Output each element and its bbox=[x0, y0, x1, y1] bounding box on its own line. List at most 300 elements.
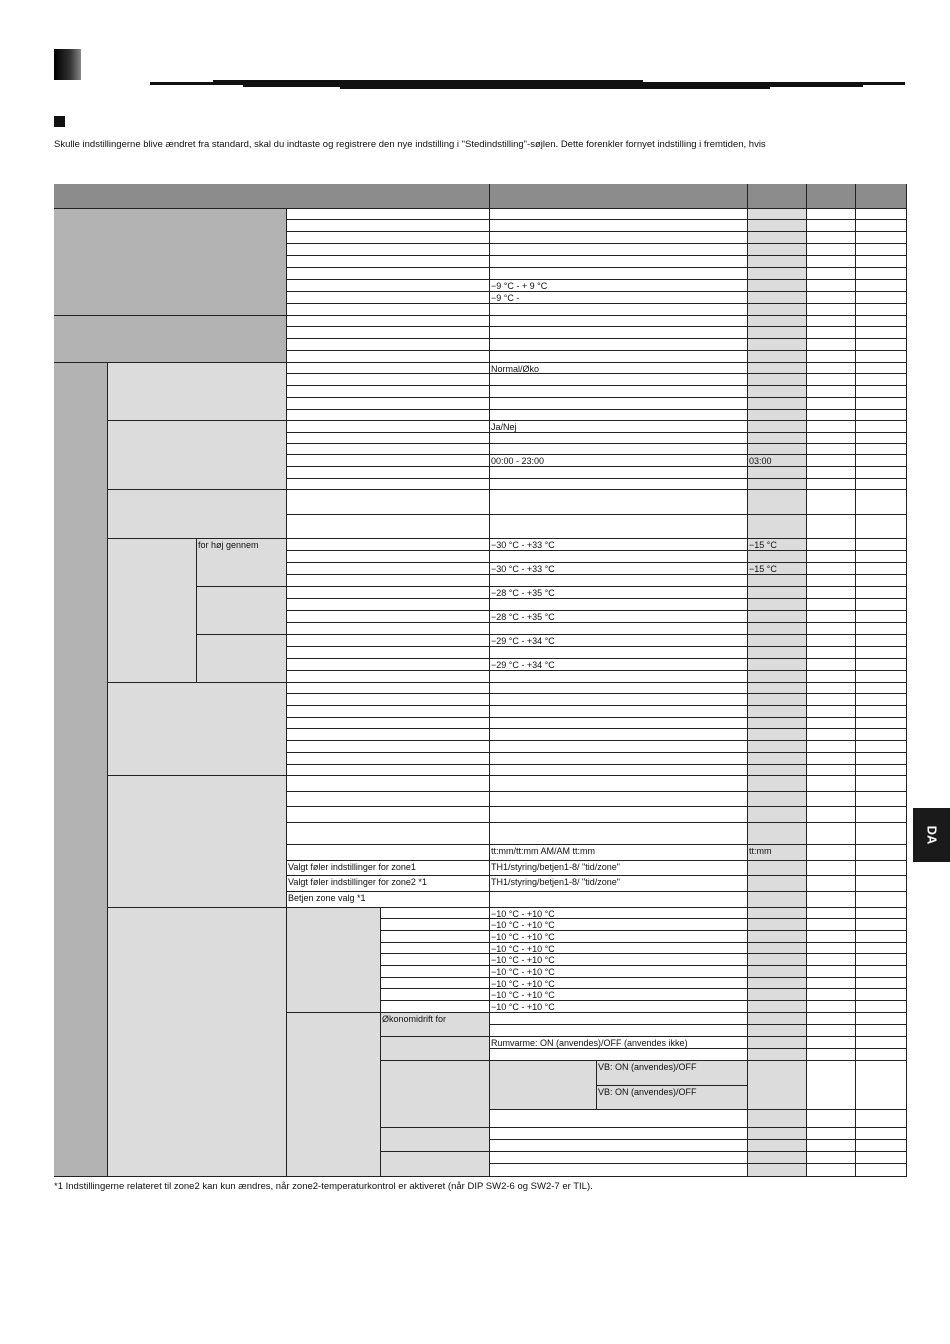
default-cell bbox=[748, 339, 807, 351]
setting-cell bbox=[381, 966, 490, 978]
site-cell bbox=[807, 931, 856, 943]
default-cell bbox=[748, 1164, 807, 1177]
site-cell bbox=[807, 845, 856, 861]
range-cell bbox=[490, 753, 748, 765]
site-cell bbox=[856, 718, 907, 729]
setting-cell bbox=[287, 316, 490, 327]
site-cell bbox=[856, 327, 907, 339]
site-cell bbox=[807, 1164, 856, 1177]
site-cell bbox=[856, 753, 907, 765]
setting-cell bbox=[287, 398, 490, 410]
setting-cell bbox=[287, 683, 490, 694]
range-cell: −10 °C - +10 °C bbox=[490, 943, 748, 954]
group-cell bbox=[108, 363, 287, 421]
default-cell bbox=[748, 966, 807, 978]
site-cell bbox=[807, 1013, 856, 1025]
setting-cell bbox=[287, 479, 490, 490]
default-cell bbox=[748, 807, 807, 823]
default-cell bbox=[748, 490, 807, 515]
setting-cell bbox=[381, 908, 490, 919]
default-cell bbox=[748, 587, 807, 599]
site-cell bbox=[807, 539, 856, 551]
default-cell bbox=[748, 467, 807, 479]
site-cell bbox=[856, 455, 907, 467]
range-cell bbox=[490, 467, 748, 479]
range-cell bbox=[490, 209, 748, 220]
group-cell: for høj gennem bbox=[197, 539, 287, 587]
group-cell bbox=[54, 316, 287, 363]
default-cell bbox=[748, 694, 807, 706]
range-cell bbox=[490, 1025, 748, 1037]
range-cell bbox=[490, 599, 748, 611]
range-cell bbox=[490, 351, 748, 363]
site-cell bbox=[856, 683, 907, 694]
setting-cell bbox=[287, 410, 490, 421]
site-cell bbox=[856, 599, 907, 611]
setting-cell bbox=[287, 647, 490, 659]
site-cell bbox=[856, 861, 907, 876]
site-cell bbox=[856, 374, 907, 386]
site-cell bbox=[856, 954, 907, 966]
site-cell bbox=[856, 410, 907, 421]
site-cell bbox=[807, 776, 856, 792]
site-cell bbox=[856, 966, 907, 978]
site-cell bbox=[807, 374, 856, 386]
group-cell: VB: ON (anvendes)/OFF bbox=[597, 1061, 748, 1086]
site-cell bbox=[807, 575, 856, 587]
range-cell bbox=[490, 1128, 748, 1140]
default-cell bbox=[748, 1001, 807, 1013]
site-cell bbox=[807, 398, 856, 410]
range-cell: −10 °C - +10 °C bbox=[490, 966, 748, 978]
site-cell bbox=[856, 635, 907, 647]
site-cell bbox=[807, 943, 856, 954]
group-cell: Økonomidrift for bbox=[381, 1013, 490, 1037]
group-cell bbox=[381, 1037, 490, 1061]
language-tab: DA bbox=[913, 808, 950, 862]
range-cell bbox=[490, 244, 748, 256]
default-cell bbox=[748, 374, 807, 386]
default-cell bbox=[748, 861, 807, 876]
setting-cell bbox=[381, 989, 490, 1001]
setting-cell: Valgt føler indstillinger for zone1 bbox=[287, 861, 490, 876]
site-cell bbox=[856, 587, 907, 599]
range-cell bbox=[490, 232, 748, 244]
site-cell bbox=[856, 1152, 907, 1164]
site-cell bbox=[807, 1001, 856, 1013]
setting-cell bbox=[287, 807, 490, 823]
default-cell bbox=[748, 989, 807, 1001]
default-cell bbox=[748, 398, 807, 410]
setting-cell bbox=[287, 292, 490, 304]
default-cell bbox=[748, 741, 807, 753]
site-cell bbox=[856, 989, 907, 1001]
site-cell bbox=[856, 398, 907, 410]
range-cell bbox=[490, 1152, 748, 1164]
site-cell bbox=[856, 729, 907, 741]
footnote: *1 Indstillingerne relateret til zone2 kan kun ændres, når zone2-temperaturkontrol er aktiveret (når DIP SW2-6 og SW2-7 er TIL). bbox=[54, 1181, 593, 1192]
site-cell bbox=[807, 220, 856, 232]
range-cell: −28 °C - +35 °C bbox=[490, 611, 748, 623]
group-cell bbox=[287, 1013, 381, 1177]
site-cell bbox=[807, 683, 856, 694]
range-cell bbox=[490, 444, 748, 455]
setting-cell bbox=[287, 268, 490, 280]
default-cell bbox=[748, 919, 807, 931]
default-cell bbox=[748, 327, 807, 339]
site-cell bbox=[807, 455, 856, 467]
site-cell bbox=[807, 1152, 856, 1164]
setting-cell bbox=[287, 623, 490, 635]
range-cell: −10 °C - +10 °C bbox=[490, 908, 748, 919]
setting-cell bbox=[287, 599, 490, 611]
range-cell: −10 °C - +10 °C bbox=[490, 1001, 748, 1013]
setting-cell bbox=[287, 386, 490, 398]
site-cell bbox=[807, 587, 856, 599]
setting-cell bbox=[287, 823, 490, 845]
site-cell bbox=[807, 823, 856, 845]
site-cell bbox=[807, 876, 856, 892]
site-cell bbox=[807, 292, 856, 304]
site-cell bbox=[856, 467, 907, 479]
site-cell bbox=[807, 978, 856, 989]
site-cell bbox=[807, 551, 856, 563]
range-cell: −9 °C - bbox=[490, 292, 748, 304]
site-cell bbox=[856, 551, 907, 563]
site-cell bbox=[807, 729, 856, 741]
range-cell: −10 °C - +10 °C bbox=[490, 919, 748, 931]
range-cell: TH1/styring/betjen1-8/ "tid/zone" bbox=[490, 876, 748, 892]
range-cell: −9 °C - + 9 °C bbox=[490, 280, 748, 292]
site-cell bbox=[807, 718, 856, 729]
site-cell bbox=[856, 444, 907, 455]
table-header-cell bbox=[54, 184, 490, 209]
site-cell bbox=[807, 792, 856, 807]
group-cell bbox=[108, 683, 287, 776]
setting-cell bbox=[287, 467, 490, 479]
default-cell bbox=[748, 792, 807, 807]
group-cell bbox=[490, 1061, 597, 1110]
site-cell bbox=[856, 232, 907, 244]
default-cell bbox=[748, 611, 807, 623]
range-cell bbox=[490, 551, 748, 563]
table-header-cell bbox=[856, 184, 907, 209]
group-cell bbox=[54, 363, 108, 1177]
default-cell: −15 °C bbox=[748, 563, 807, 575]
default-cell bbox=[748, 244, 807, 256]
group-cell bbox=[381, 1128, 490, 1152]
site-cell bbox=[856, 741, 907, 753]
range-cell bbox=[490, 1013, 748, 1025]
range-cell: Rumvarme: ON (anvendes)/OFF (anvendes ikke) bbox=[490, 1037, 748, 1049]
range-cell bbox=[490, 316, 748, 327]
setting-cell bbox=[287, 659, 490, 671]
range-cell bbox=[490, 479, 748, 490]
setting-cell bbox=[287, 575, 490, 587]
default-cell bbox=[748, 1140, 807, 1152]
range-cell bbox=[490, 327, 748, 339]
group-cell bbox=[381, 1152, 490, 1177]
default-cell bbox=[748, 1061, 807, 1110]
site-cell bbox=[807, 765, 856, 776]
site-cell bbox=[807, 386, 856, 398]
site-cell bbox=[807, 339, 856, 351]
site-cell bbox=[856, 892, 907, 908]
site-cell bbox=[807, 433, 856, 444]
range-cell: −30 °C - +33 °C bbox=[490, 539, 748, 551]
default-cell bbox=[748, 599, 807, 611]
setting-cell bbox=[287, 671, 490, 683]
site-cell bbox=[856, 1061, 907, 1110]
default-cell bbox=[748, 421, 807, 433]
setting-cell bbox=[287, 551, 490, 563]
default-cell bbox=[748, 1110, 807, 1128]
intro-text: Skulle indstillingerne blive ændret fra standard, skal du indtaste og registrere den nye indstilling i "Stedindstilling"-søjlen. Dette forenkler fornyet indstilling i fremtiden, hvis bbox=[54, 139, 766, 150]
site-cell bbox=[807, 232, 856, 244]
setting-cell bbox=[287, 741, 490, 753]
default-cell bbox=[748, 1025, 807, 1037]
site-cell bbox=[856, 1049, 907, 1061]
site-cell bbox=[856, 209, 907, 220]
default-cell bbox=[748, 876, 807, 892]
site-cell bbox=[807, 490, 856, 515]
group-cell bbox=[108, 490, 287, 539]
site-cell bbox=[856, 1025, 907, 1037]
setting-cell bbox=[287, 718, 490, 729]
setting-cell bbox=[287, 244, 490, 256]
site-cell bbox=[856, 623, 907, 635]
setting-cell bbox=[287, 845, 490, 861]
setting-cell bbox=[287, 635, 490, 647]
range-cell: TH1/styring/betjen1-8/ "tid/zone" bbox=[490, 861, 748, 876]
site-cell bbox=[807, 706, 856, 718]
range-cell bbox=[490, 823, 748, 845]
default-cell bbox=[748, 280, 807, 292]
range-cell: −29 °C - +34 °C bbox=[490, 635, 748, 647]
group-cell bbox=[287, 908, 381, 1013]
range-cell: tt:mm/tt:mm AM/AM tt:mm bbox=[490, 845, 748, 861]
setting-cell bbox=[287, 209, 490, 220]
site-cell bbox=[856, 316, 907, 327]
site-cell bbox=[807, 659, 856, 671]
range-cell bbox=[490, 765, 748, 776]
site-cell bbox=[856, 931, 907, 943]
default-cell bbox=[748, 892, 807, 908]
site-cell bbox=[856, 304, 907, 316]
setting-cell bbox=[287, 444, 490, 455]
site-cell bbox=[856, 1001, 907, 1013]
group-cell: VB: ON (anvendes)/OFF bbox=[597, 1086, 748, 1110]
site-cell bbox=[856, 433, 907, 444]
setting-cell bbox=[287, 753, 490, 765]
setting-cell bbox=[287, 776, 490, 792]
default-cell bbox=[748, 765, 807, 776]
site-cell bbox=[807, 563, 856, 575]
setting-cell bbox=[287, 587, 490, 599]
site-cell bbox=[807, 515, 856, 539]
setting-cell bbox=[381, 931, 490, 943]
default-cell bbox=[748, 908, 807, 919]
site-cell bbox=[807, 256, 856, 268]
default-cell bbox=[748, 433, 807, 444]
site-cell bbox=[856, 220, 907, 232]
setting-cell bbox=[287, 563, 490, 575]
setting-cell bbox=[287, 280, 490, 292]
default-cell bbox=[748, 410, 807, 421]
site-cell bbox=[856, 765, 907, 776]
default-cell bbox=[748, 683, 807, 694]
default-cell bbox=[748, 718, 807, 729]
default-cell bbox=[748, 256, 807, 268]
site-cell bbox=[856, 490, 907, 515]
site-cell bbox=[807, 479, 856, 490]
default-cell bbox=[748, 729, 807, 741]
setting-cell bbox=[381, 1001, 490, 1013]
site-cell bbox=[856, 244, 907, 256]
range-cell bbox=[490, 515, 748, 539]
setting-cell bbox=[287, 455, 490, 467]
site-cell bbox=[807, 304, 856, 316]
range-cell bbox=[490, 792, 748, 807]
site-cell bbox=[856, 807, 907, 823]
range-cell bbox=[490, 490, 748, 515]
default-cell bbox=[748, 706, 807, 718]
default-cell bbox=[748, 978, 807, 989]
setting-cell bbox=[287, 539, 490, 551]
setting-cell bbox=[287, 304, 490, 316]
site-cell bbox=[807, 611, 856, 623]
default-cell bbox=[748, 823, 807, 845]
site-cell bbox=[856, 515, 907, 539]
site-cell bbox=[807, 1037, 856, 1049]
table-header-cell bbox=[807, 184, 856, 209]
setting-cell bbox=[287, 490, 490, 515]
site-cell bbox=[856, 776, 907, 792]
default-cell bbox=[748, 623, 807, 635]
range-cell bbox=[490, 729, 748, 741]
site-cell bbox=[807, 861, 856, 876]
setting-cell bbox=[287, 792, 490, 807]
default-cell bbox=[748, 1013, 807, 1025]
site-cell bbox=[807, 966, 856, 978]
site-cell bbox=[807, 316, 856, 327]
site-cell bbox=[856, 1140, 907, 1152]
range-cell: −30 °C - +33 °C bbox=[490, 563, 748, 575]
site-cell bbox=[807, 327, 856, 339]
setting-cell: Valgt føler indstillinger for zone2 *1 bbox=[287, 876, 490, 892]
setting-cell bbox=[287, 363, 490, 374]
site-cell bbox=[807, 908, 856, 919]
site-cell bbox=[807, 694, 856, 706]
site-cell bbox=[856, 351, 907, 363]
default-cell bbox=[748, 304, 807, 316]
site-cell bbox=[807, 467, 856, 479]
site-cell bbox=[856, 823, 907, 845]
range-cell bbox=[490, 1049, 748, 1061]
default-cell bbox=[748, 1152, 807, 1164]
setting-cell bbox=[381, 954, 490, 966]
site-cell bbox=[856, 268, 907, 280]
range-cell bbox=[490, 220, 748, 232]
range-cell bbox=[490, 694, 748, 706]
site-cell bbox=[856, 611, 907, 623]
default-cell bbox=[748, 232, 807, 244]
range-cell bbox=[490, 339, 748, 351]
default-cell bbox=[748, 635, 807, 647]
site-cell bbox=[807, 807, 856, 823]
site-cell bbox=[856, 292, 907, 304]
site-cell bbox=[856, 575, 907, 587]
default-cell bbox=[748, 515, 807, 539]
site-cell bbox=[856, 1110, 907, 1128]
default-cell bbox=[748, 575, 807, 587]
site-cell bbox=[856, 363, 907, 374]
site-cell bbox=[856, 694, 907, 706]
site-cell bbox=[807, 244, 856, 256]
default-cell bbox=[748, 209, 807, 220]
range-cell bbox=[490, 1110, 748, 1128]
site-cell bbox=[856, 671, 907, 683]
default-cell bbox=[748, 671, 807, 683]
site-cell bbox=[856, 845, 907, 861]
site-cell bbox=[856, 386, 907, 398]
site-cell bbox=[807, 1140, 856, 1152]
default-cell bbox=[748, 444, 807, 455]
site-cell bbox=[856, 1013, 907, 1025]
setting-cell bbox=[287, 765, 490, 776]
site-cell bbox=[807, 741, 856, 753]
group-cell bbox=[108, 908, 287, 1177]
range-cell bbox=[490, 718, 748, 729]
site-cell bbox=[807, 623, 856, 635]
range-cell bbox=[490, 1140, 748, 1152]
group-cell bbox=[197, 635, 287, 683]
default-cell bbox=[748, 268, 807, 280]
site-cell bbox=[807, 1128, 856, 1140]
default-cell: tt:mm bbox=[748, 845, 807, 861]
range-cell: Normal/Øko bbox=[490, 363, 748, 374]
default-cell bbox=[748, 659, 807, 671]
range-cell bbox=[490, 304, 748, 316]
range-cell bbox=[490, 256, 748, 268]
default-cell: 03:00 bbox=[748, 455, 807, 467]
default-cell bbox=[748, 292, 807, 304]
site-cell bbox=[807, 892, 856, 908]
site-cell bbox=[807, 421, 856, 433]
setting-cell bbox=[381, 919, 490, 931]
range-cell bbox=[490, 268, 748, 280]
default-cell: −15 °C bbox=[748, 539, 807, 551]
range-cell bbox=[490, 776, 748, 792]
range-cell bbox=[490, 671, 748, 683]
site-cell bbox=[856, 706, 907, 718]
default-cell bbox=[748, 647, 807, 659]
site-cell bbox=[856, 563, 907, 575]
range-cell bbox=[490, 683, 748, 694]
range-cell bbox=[490, 623, 748, 635]
default-cell bbox=[748, 1049, 807, 1061]
range-cell: 00:00 - 23:00 bbox=[490, 455, 748, 467]
default-cell bbox=[748, 931, 807, 943]
site-cell bbox=[807, 209, 856, 220]
setting-cell bbox=[287, 256, 490, 268]
range-cell bbox=[490, 807, 748, 823]
group-cell bbox=[381, 1061, 490, 1128]
setting-cell bbox=[287, 515, 490, 539]
group-cell bbox=[108, 776, 287, 908]
default-cell bbox=[748, 479, 807, 490]
site-cell bbox=[856, 978, 907, 989]
